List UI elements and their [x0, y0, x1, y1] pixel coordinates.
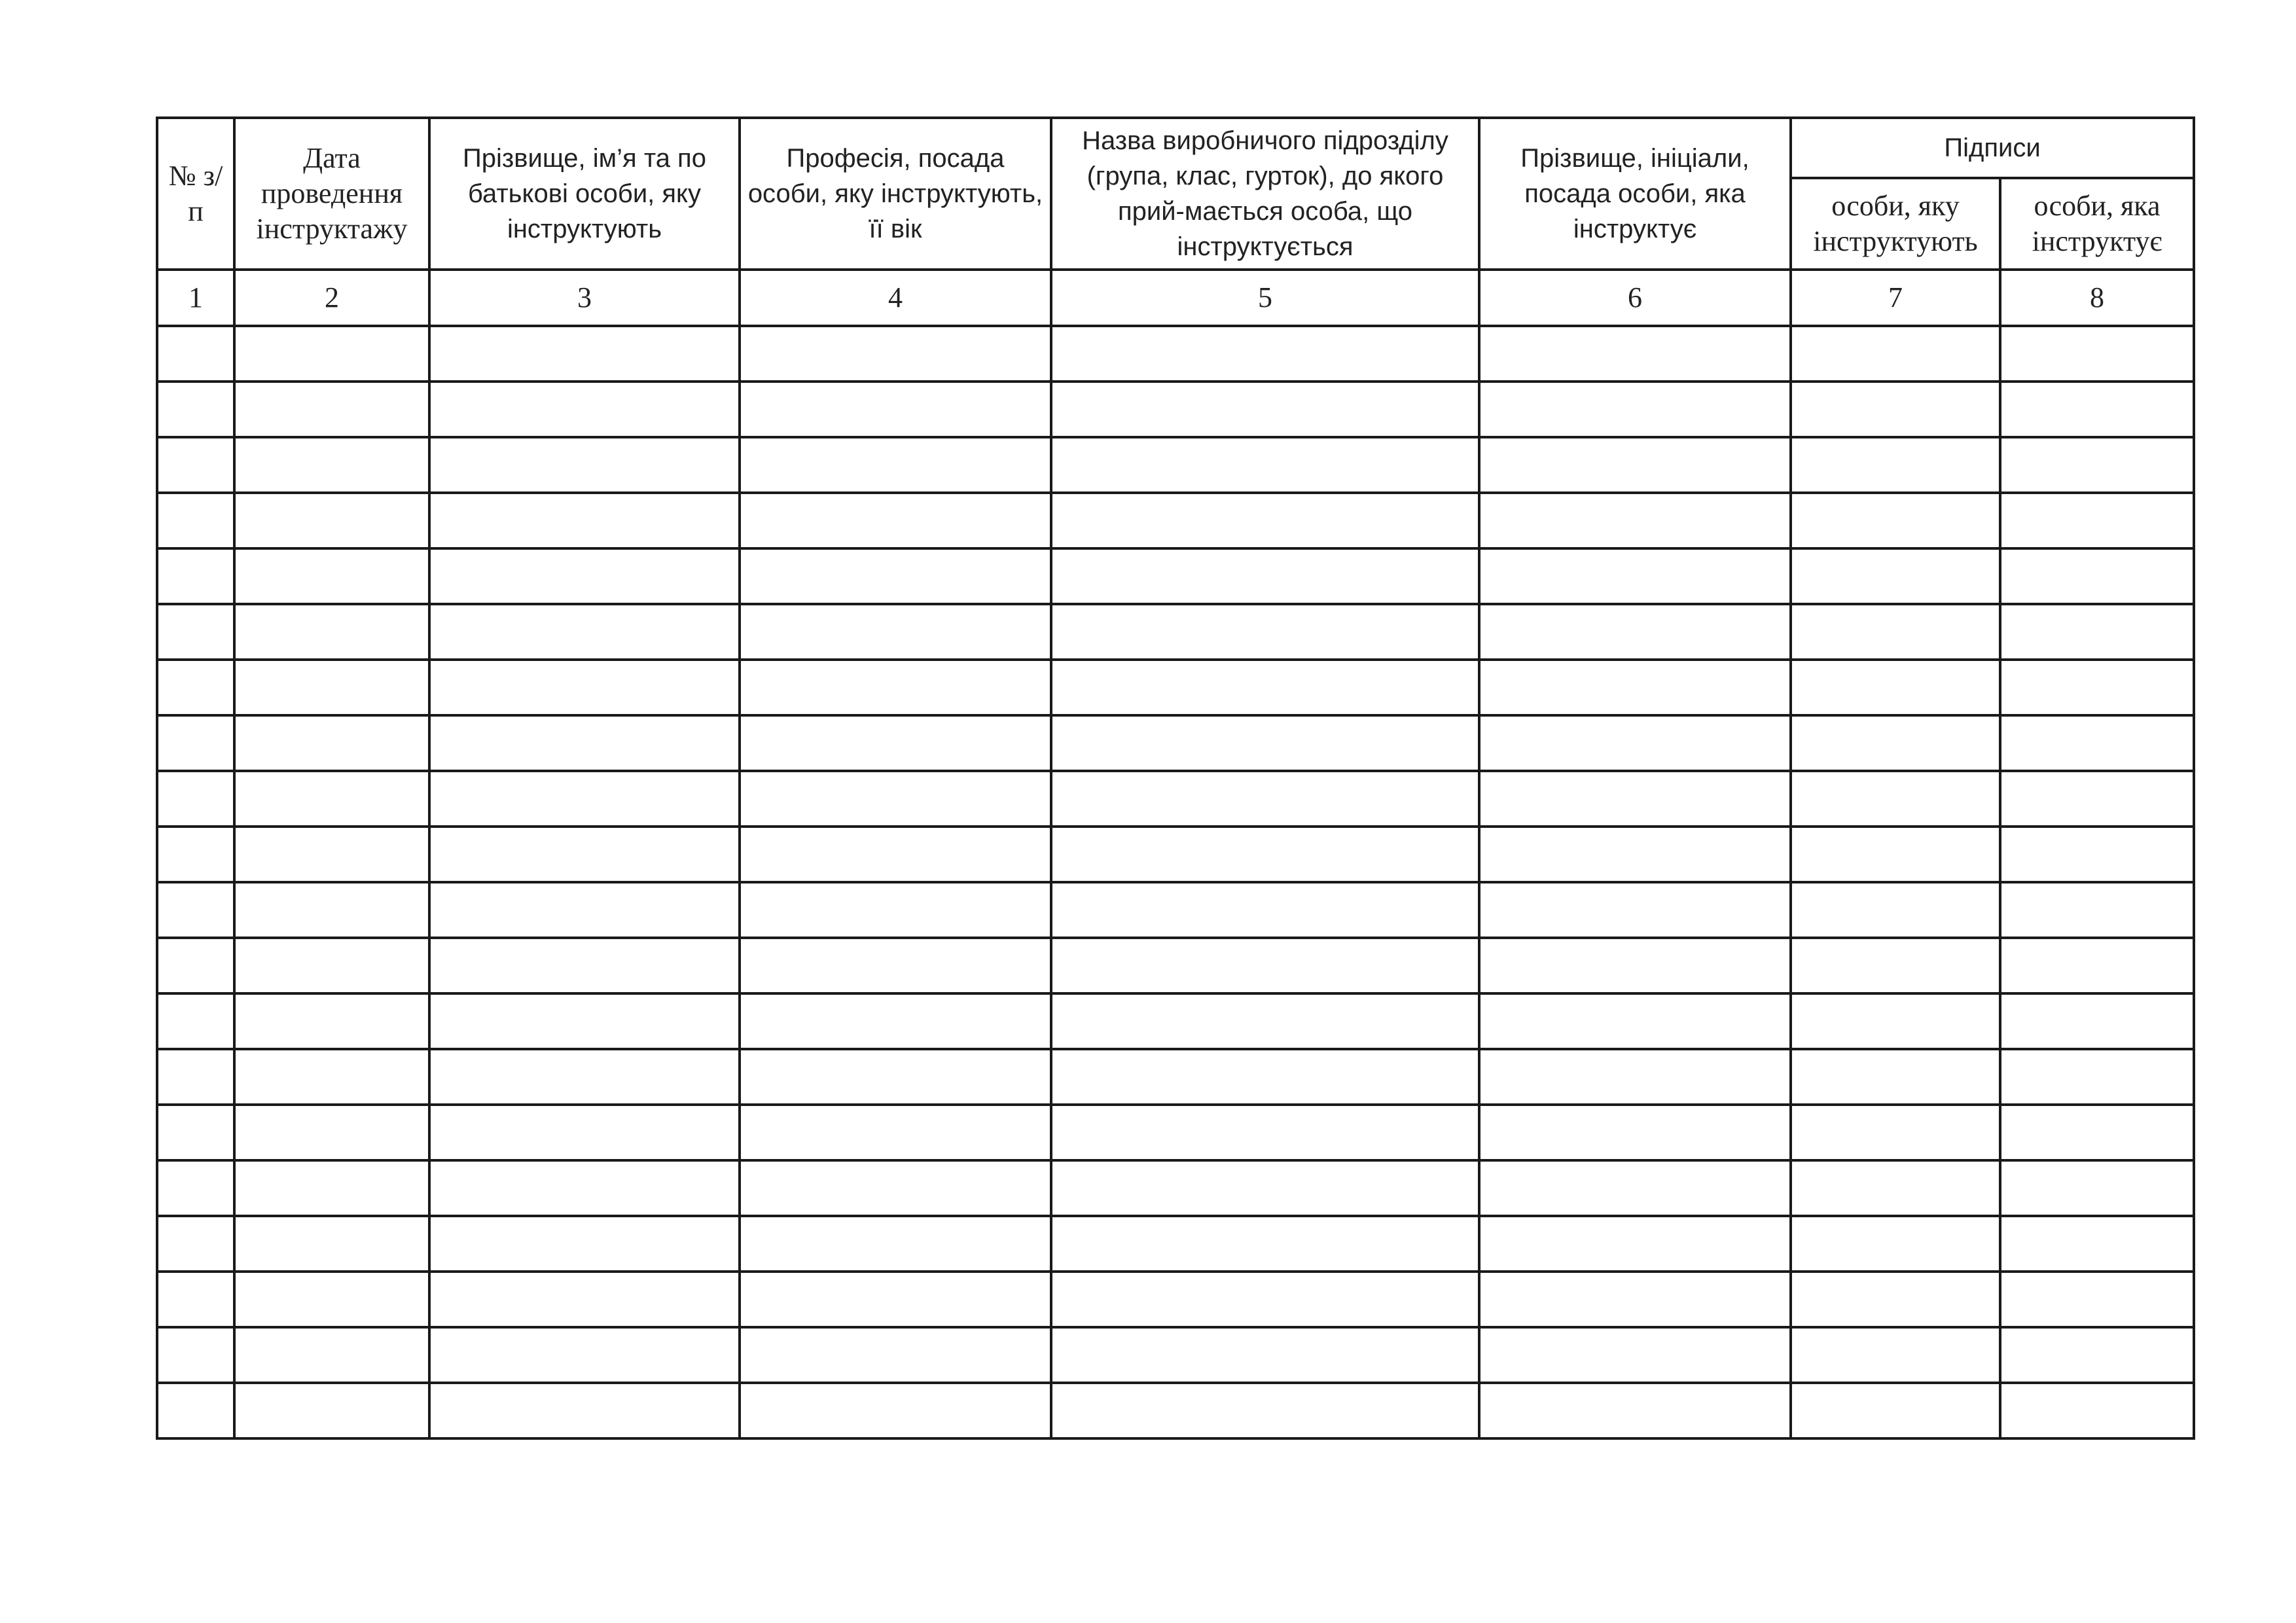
- table-cell: [1479, 1049, 1791, 1105]
- table-cell: [1791, 1272, 2000, 1327]
- table-cell: [429, 1160, 740, 1216]
- table-cell: [429, 771, 740, 827]
- table-cell: [234, 882, 429, 938]
- table-cell: [1791, 1160, 2000, 1216]
- instruction-journal-table: [156, 116, 2195, 1440]
- header-signature-instructor: особи, яка інструктує: [2000, 178, 2194, 270]
- column-number-cell: 6: [1479, 270, 1791, 326]
- table-cell: [157, 1272, 234, 1327]
- header-row-top: [157, 118, 2194, 178]
- table-cell: [157, 1049, 234, 1105]
- instruction-journal-page: [156, 116, 2193, 1440]
- table-cell: [234, 493, 429, 548]
- table-cell: [429, 326, 740, 382]
- table-row: [157, 1216, 2194, 1272]
- table-cell: [234, 326, 429, 382]
- table-cell: [740, 1160, 1051, 1216]
- table-cell: [2000, 548, 2194, 604]
- table-cell: [234, 771, 429, 827]
- table-cell: [1051, 493, 1479, 548]
- table-cell: [234, 1216, 429, 1272]
- table-cell: [234, 1105, 429, 1160]
- table-cell: [740, 1272, 1051, 1327]
- table-cell: [1051, 660, 1479, 715]
- column-number-cell: 5: [1051, 270, 1479, 326]
- table-row: [157, 882, 2194, 938]
- table-cell: [1479, 993, 1791, 1049]
- table-cell: [1479, 1105, 1791, 1160]
- table-cell: [1791, 1327, 2000, 1383]
- table-cell: [1051, 1049, 1479, 1105]
- table-cell: [1479, 604, 1791, 660]
- table-cell: [1479, 660, 1791, 715]
- table-cell: [740, 548, 1051, 604]
- table-row: [157, 604, 2194, 660]
- table-cell: [740, 827, 1051, 882]
- table-row: [157, 938, 2194, 993]
- table-cell: [2000, 1049, 2194, 1105]
- table-cell: [2000, 326, 2194, 382]
- table-cell: [2000, 660, 2194, 715]
- column-number-cell: 1: [157, 270, 234, 326]
- table-cell: [429, 882, 740, 938]
- table-cell: [157, 938, 234, 993]
- table-cell: [1791, 548, 2000, 604]
- table-cell: [740, 437, 1051, 493]
- table-cell: [234, 1049, 429, 1105]
- table-cell: [1051, 1105, 1479, 1160]
- table-cell: [1791, 1105, 2000, 1160]
- table-cell: [1791, 1383, 2000, 1438]
- table-row: [157, 493, 2194, 548]
- table-cell: [1791, 993, 2000, 1049]
- table-row: [157, 1272, 2194, 1327]
- table-cell: [2000, 993, 2194, 1049]
- header-date: Дата проведення інструктажу: [234, 118, 429, 270]
- table-cell: [157, 493, 234, 548]
- table-row: [157, 993, 2194, 1049]
- table-cell: [429, 827, 740, 882]
- table-cell: [740, 604, 1051, 660]
- table-cell: [1051, 1272, 1479, 1327]
- table-cell: [2000, 827, 2194, 882]
- table-cell: [1791, 715, 2000, 771]
- table-cell: [429, 993, 740, 1049]
- table-cell: [740, 993, 1051, 1049]
- table-cell: [1051, 715, 1479, 771]
- table-cell: [2000, 715, 2194, 771]
- table-cell: [234, 1272, 429, 1327]
- table-cell: [234, 437, 429, 493]
- table-cell: [740, 715, 1051, 771]
- table-row: [157, 1383, 2194, 1438]
- table-cell: [740, 382, 1051, 437]
- table-cell: [234, 1327, 429, 1383]
- table-cell: [1051, 938, 1479, 993]
- table-cell: [1051, 1160, 1479, 1216]
- table-cell: [1051, 326, 1479, 382]
- column-number-cell: 3: [429, 270, 740, 326]
- table-cell: [1479, 382, 1791, 437]
- table-cell: [2000, 1105, 2194, 1160]
- table-cell: [234, 548, 429, 604]
- table-cell: [157, 1327, 234, 1383]
- table-cell: [429, 1327, 740, 1383]
- table-cell: [429, 1216, 740, 1272]
- table-cell: [429, 493, 740, 548]
- table-cell: [157, 382, 234, 437]
- table-cell: [1791, 882, 2000, 938]
- table-row: [157, 548, 2194, 604]
- table-cell: [1791, 938, 2000, 993]
- table-cell: [429, 660, 740, 715]
- table-cell: [740, 1216, 1051, 1272]
- table-cell: [429, 382, 740, 437]
- table-cell: [234, 993, 429, 1049]
- table-cell: [429, 715, 740, 771]
- table-cell: [157, 882, 234, 938]
- table-cell: [1791, 382, 2000, 437]
- table-cell: [1051, 1383, 1479, 1438]
- table-cell: [1479, 882, 1791, 938]
- table-cell: [1791, 771, 2000, 827]
- table-cell: [234, 715, 429, 771]
- table-cell: [157, 1216, 234, 1272]
- header-unit-name: Назва виробничого підрозділу (група, клас, гурток), до якого прий-мається особа, що інструктується: [1051, 118, 1479, 270]
- table-cell: [157, 827, 234, 882]
- column-number-cell: 2: [234, 270, 429, 326]
- table-cell: [157, 660, 234, 715]
- table-cell: [2000, 882, 2194, 938]
- table-cell: [429, 604, 740, 660]
- table-cell: [429, 938, 740, 993]
- table-cell: [234, 1160, 429, 1216]
- header-signatures: Підписи: [1791, 118, 2194, 178]
- table-cell: [157, 1383, 234, 1438]
- table-row: [157, 1049, 2194, 1105]
- table-cell: [1791, 827, 2000, 882]
- table-cell: [234, 827, 429, 882]
- table-cell: [1051, 382, 1479, 437]
- table-cell: [1479, 1160, 1791, 1216]
- table-cell: [1051, 1327, 1479, 1383]
- table-cell: [1791, 326, 2000, 382]
- table-cell: [1479, 827, 1791, 882]
- table-cell: [1479, 1327, 1791, 1383]
- table-cell: [1479, 1272, 1791, 1327]
- table-cell: [2000, 1160, 2194, 1216]
- table-cell: [2000, 938, 2194, 993]
- column-number-cell: 7: [1791, 270, 2000, 326]
- table-cell: [740, 771, 1051, 827]
- table-cell: [157, 1105, 234, 1160]
- table-cell: [234, 604, 429, 660]
- table-cell: [740, 660, 1051, 715]
- table-row: [157, 382, 2194, 437]
- table-row: [157, 827, 2194, 882]
- table-cell: [2000, 1216, 2194, 1272]
- column-numbers-row: [157, 270, 2194, 326]
- table-cell: [1479, 493, 1791, 548]
- table-cell: [1791, 1049, 2000, 1105]
- table-cell: [1051, 437, 1479, 493]
- table-cell: [1051, 827, 1479, 882]
- table-cell: [1051, 604, 1479, 660]
- table-cell: [1791, 493, 2000, 548]
- table-cell: [2000, 1327, 2194, 1383]
- table-cell: [234, 1383, 429, 1438]
- table-cell: [1479, 771, 1791, 827]
- table-cell: [429, 548, 740, 604]
- table-cell: [1051, 771, 1479, 827]
- table-cell: [234, 382, 429, 437]
- table-cell: [1479, 437, 1791, 493]
- table-row: [157, 1327, 2194, 1383]
- table-cell: [157, 326, 234, 382]
- table-row: [157, 715, 2194, 771]
- table-row: [157, 771, 2194, 827]
- table-row: [157, 1160, 2194, 1216]
- header-profession: Професія, посада особи, яку інструктують, її вік: [740, 118, 1051, 270]
- table-cell: [740, 1049, 1051, 1105]
- table-cell: [157, 548, 234, 604]
- table-row: [157, 437, 2194, 493]
- table-cell: [429, 1105, 740, 1160]
- table-cell: [429, 1272, 740, 1327]
- table-cell: [1479, 715, 1791, 771]
- table-cell: [157, 771, 234, 827]
- header-instructor-name: Прізвище, ініціали, посада особи, яка інструктує: [1479, 118, 1791, 270]
- table-cell: [2000, 1383, 2194, 1438]
- table-cell: [740, 493, 1051, 548]
- table-cell: [157, 437, 234, 493]
- table-cell: [429, 1383, 740, 1438]
- table-cell: [1791, 660, 2000, 715]
- table-row: [157, 1105, 2194, 1160]
- table-cell: [1479, 938, 1791, 993]
- column-number-cell: 8: [2000, 270, 2194, 326]
- table-cell: [740, 326, 1051, 382]
- table-cell: [740, 1327, 1051, 1383]
- header-number: № з/п: [157, 118, 234, 270]
- table-cell: [429, 1049, 740, 1105]
- table-cell: [740, 1105, 1051, 1160]
- table-cell: [1479, 1383, 1791, 1438]
- table-cell: [1791, 604, 2000, 660]
- table-cell: [1051, 548, 1479, 604]
- table-cell: [1051, 1216, 1479, 1272]
- table-cell: [1051, 993, 1479, 1049]
- table-cell: [1479, 548, 1791, 604]
- table-row: [157, 326, 2194, 382]
- table-cell: [2000, 437, 2194, 493]
- table-cell: [1791, 437, 2000, 493]
- table-cell: [740, 938, 1051, 993]
- table-cell: [157, 993, 234, 1049]
- table-cell: [234, 938, 429, 993]
- table-cell: [2000, 1272, 2194, 1327]
- table-cell: [429, 437, 740, 493]
- column-number-cell: 4: [740, 270, 1051, 326]
- table-cell: [740, 1383, 1051, 1438]
- table-cell: [234, 660, 429, 715]
- table-cell: [1479, 326, 1791, 382]
- header-signature-instructed: особи, яку інструктують: [1791, 178, 2000, 270]
- table-cell: [1791, 1216, 2000, 1272]
- table-cell: [157, 1160, 234, 1216]
- table-cell: [740, 882, 1051, 938]
- table-cell: [1051, 882, 1479, 938]
- table-cell: [2000, 382, 2194, 437]
- table-cell: [2000, 493, 2194, 548]
- table-cell: [157, 604, 234, 660]
- table-cell: [1479, 1216, 1791, 1272]
- table-row: [157, 660, 2194, 715]
- header-full-name: Прізвище, ім’я та по батькові особи, яку інструктують: [429, 118, 740, 270]
- table-cell: [2000, 771, 2194, 827]
- table-cell: [2000, 604, 2194, 660]
- table-cell: [157, 715, 234, 771]
